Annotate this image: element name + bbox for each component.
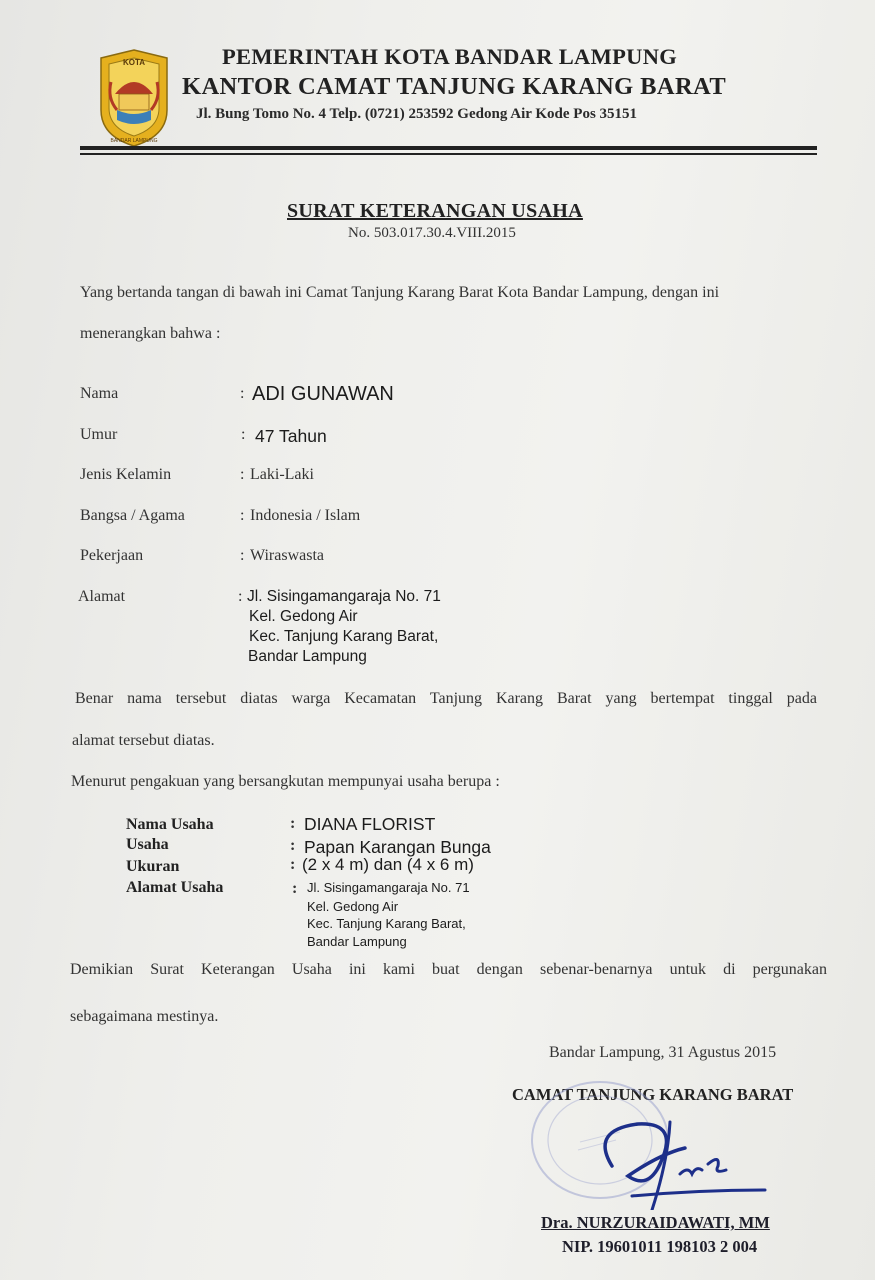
value-alamat-usaha-line-3: Kec. Tanjung Karang Barat, — [307, 916, 466, 931]
closing-line-2: sebagaimana mestinya. — [70, 1008, 219, 1025]
colon: : — [290, 837, 296, 854]
statement-line-2: alamat tersebut diatas. — [72, 732, 215, 749]
label-jenis-kelamin: Jenis Kelamin — [80, 466, 172, 483]
value-umur: 47 Tahun — [255, 426, 327, 446]
value-nama-usaha: DIANA FLORIST — [304, 814, 436, 834]
colon: : — [292, 880, 298, 897]
signatory-name: Dra. NURZURAIDAWATI, MM — [541, 1213, 770, 1232]
label-pekerjaan: Pekerjaan — [80, 547, 144, 564]
label-umur: Umur — [80, 426, 118, 443]
emblem-ring-text: BANDAR LAMPUNG — [110, 138, 158, 144]
value-alamat-line-4: Bandar Lampung — [248, 648, 367, 665]
handwritten-signature-icon — [520, 1070, 820, 1210]
value-alamat-usaha-line-4: Bandar Lampung — [307, 934, 407, 949]
colon: : — [290, 856, 296, 873]
letterhead-government: PEMERINTAH KOTA BANDAR LAMPUNG — [222, 44, 678, 69]
value-alamat-usaha-line-1: Jl. Sisingamangaraja No. 71 — [307, 880, 470, 895]
document-title: SURAT KETERANGAN USAHA — [287, 200, 583, 222]
value-alamat-line-3: Kec. Tanjung Karang Barat, — [249, 628, 439, 645]
value-jenis-kelamin: Laki-Laki — [250, 466, 314, 483]
colon: : — [241, 426, 246, 443]
letterhead-address: Jl. Bung Tomo No. 4 Telp. (0721) 253592 Gedong Air Kode Pos 35151 — [196, 106, 638, 122]
letterhead-rule-thick — [80, 146, 817, 150]
value-bangsa-agama: Indonesia / Islam — [250, 507, 361, 524]
letterhead-office: KANTOR CAMAT TANJUNG KARANG BARAT — [182, 73, 727, 100]
colon: : — [290, 815, 296, 832]
colon: : — [240, 547, 245, 564]
colon: : — [240, 385, 245, 402]
value-nama: ADI GUNAWAN — [252, 383, 394, 405]
colon: : — [240, 507, 245, 524]
statement-line-1: Benar nama tersebut diatas warga Kecamatan Tanjung Karang Barat yang bertempat tinggal pada — [75, 690, 817, 707]
colon: : — [238, 588, 243, 605]
value-alamat-usaha-line-2: Kel. Gedong Air — [307, 899, 399, 914]
label-usaha: Usaha — [126, 836, 169, 853]
label-nama: Nama — [80, 385, 119, 402]
value-pekerjaan: Wiraswasta — [250, 547, 324, 564]
colon: : — [240, 466, 245, 483]
signature-position: CAMAT TANJUNG KARANG BARAT — [512, 1085, 794, 1104]
intro-line-1: Yang bertanda tangan di bawah ini Camat Tanjung Karang Barat Kota Bandar Lampung, dengan ini — [80, 284, 720, 301]
signatory-nip: NIP. 19601011 198103 2 004 — [562, 1237, 758, 1256]
letterhead-rule-thin — [80, 153, 817, 155]
label-bangsa-agama: Bangsa / Agama — [80, 507, 185, 524]
label-alamat-usaha: Alamat Usaha — [126, 879, 224, 896]
document-number: No. 503.017.30.4.VIII.2015 — [348, 225, 516, 241]
value-alamat-line-1: Jl. Sisingamangaraja No. 71 — [247, 588, 441, 605]
intro-line-2: menerangkan bahwa : — [80, 325, 221, 342]
label-nama-usaha: Nama Usaha — [126, 816, 214, 833]
closing-line-1: Demikian Surat Keterangan Usaha ini kami buat dengan sebenar-benarnya untuk di pergunakan — [70, 961, 827, 978]
emblem-arc-text: KOTA — [122, 58, 146, 67]
value-alamat-line-2: Kel. Gedong Air — [249, 608, 358, 625]
statement-line-3: Menurut pengakuan yang bersangkutan mempunyai usaha berupa : — [71, 773, 500, 790]
value-usaha: Papan Karangan Bunga — [304, 837, 491, 857]
label-alamat: Alamat — [78, 588, 126, 605]
signature-place-date: Bandar Lampung, 31 Agustus 2015 — [549, 1044, 777, 1061]
value-ukuran: (2 x 4 m) dan (4 x 6 m) — [302, 855, 474, 874]
city-emblem-icon — [97, 48, 171, 148]
label-ukuran: Ukuran — [126, 858, 180, 875]
